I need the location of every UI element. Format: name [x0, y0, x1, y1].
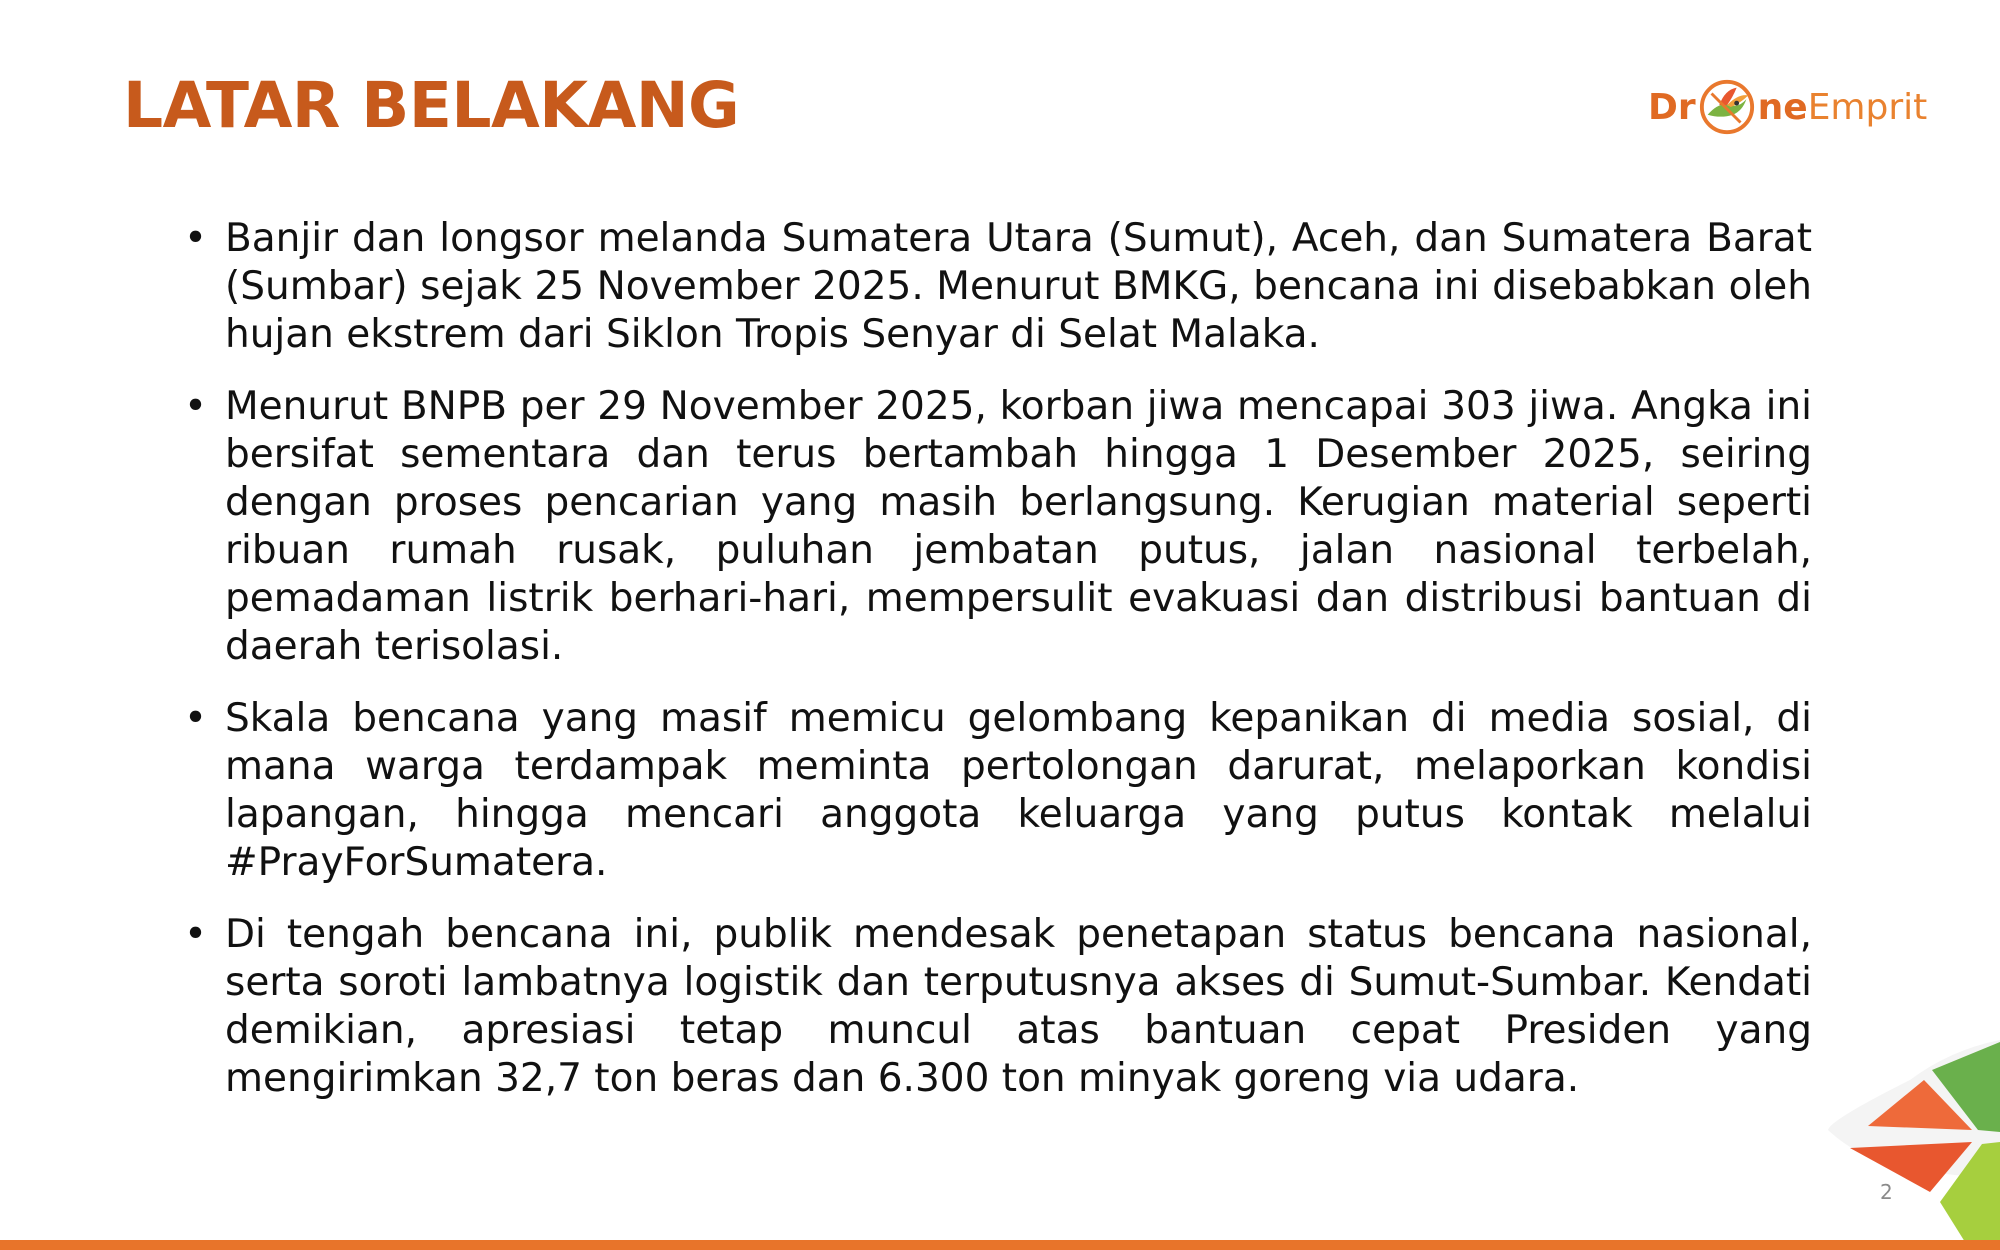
drone-emprit-logo: [1648, 72, 1927, 142]
bullet-list: [180, 215, 1812, 1127]
slide-title: LATAR BELAKANG: [123, 69, 740, 142]
bullet-item-2: • Menurut BNPB per 29 November 2025, korban jiwa mencapai 303 jiwa. Angka ini bersifat sementara dan terus bertambah hingga 1 Desember 2025, seiring dengan proses pencarian yang masih berlangsung. Kerugian material seperti ribuan rumah rusak, puluhan jembatan putus, jalan nasional terbelah, pemadaman listrik berhari-hari, mempersulit evakuasi dan distribusi bantuan di daerah terisolasi.: [180, 383, 1812, 671]
corner-decoration: [1800, 1020, 2000, 1250]
logo-text-ne: ne: [1757, 86, 1808, 128]
bullet-item-3: • Skala bencana yang masif memicu gelombang kepanikan di media sosial, di mana warga terdampak meminta pertolongan darurat, melaporkan kondisi lapangan, hingga mencari anggota keluarga yang putus kontak melalui #PrayForSumatera.: [180, 695, 1812, 887]
bullet-item-4: • Di tengah bencana ini, publik mendesak penetapan status bencana nasional, serta soroti lambatnya logistik dan terputusnya akses di Sumut-Sumbar. Kendati demikian, apresiasi tetap muncul atas bantuan cepat Presiden yang mengirimkan 32,7 ton beras dan 6.300 ton minyak goreng via udara.: [180, 911, 1812, 1103]
page-number: 2: [1880, 1180, 1893, 1204]
bottom-accent-bar: [0, 1240, 2000, 1250]
drone-bird-emblem-icon: [1698, 76, 1756, 138]
bullet-item-1: • Banjir dan longsor melanda Sumatera Utara (Sumut), Aceh, dan Sumatera Barat (Sumbar) sejak 25 November 2025. Menurut BMKG, bencana ini disebabkan oleh hujan ekstrem dari Siklon Tropis Senyar di Selat Malaka.: [180, 215, 1812, 359]
logo-text-dr: Dr: [1648, 86, 1696, 128]
logo-text-emprit: Emprit: [1807, 86, 1928, 128]
